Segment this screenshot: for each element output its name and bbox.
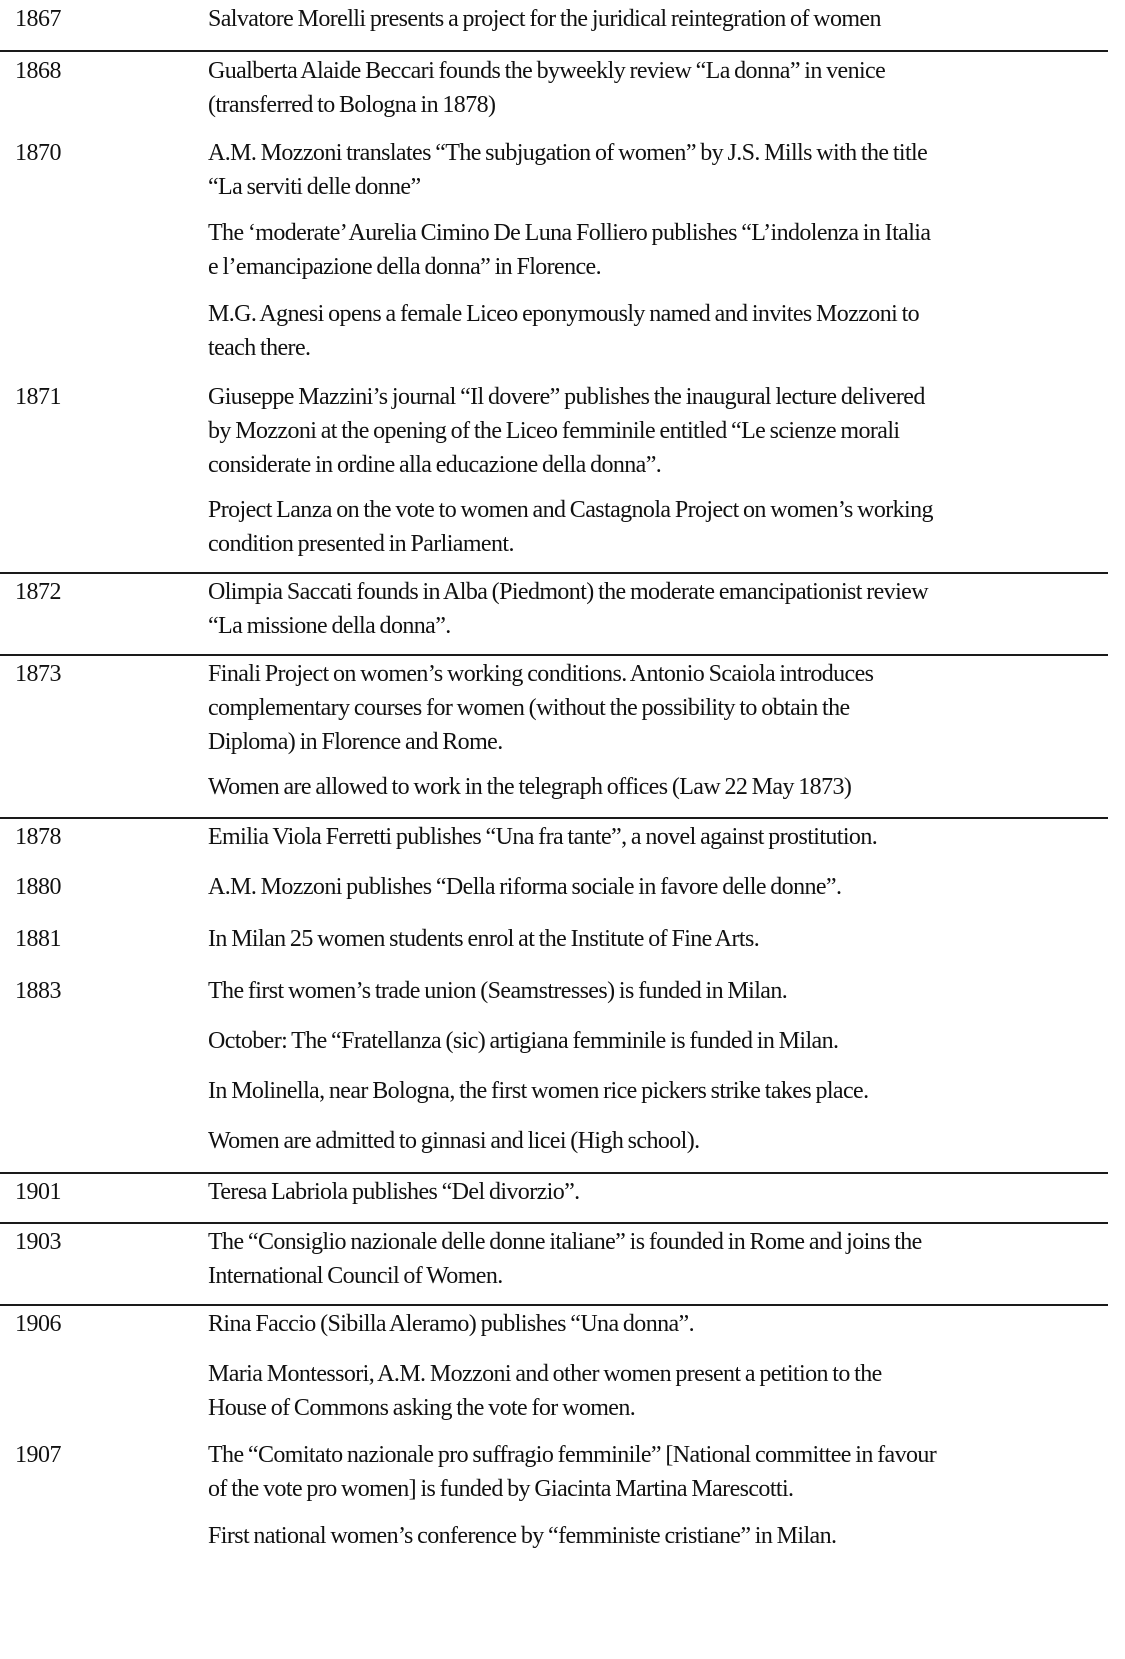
- event-description: In Molinella, near Bologna, the first women rice pickers strike takes place.: [208, 1078, 869, 1104]
- event-description: Finali Project on women’s working conditions. Antonio Scaiola introduces complementary courses for women (without the possibility to obtain the Diploma) in Florence and Rome.: [208, 661, 874, 755]
- event-description: Women are admitted to ginnasi and licei (High school).: [208, 1128, 700, 1154]
- event-description: October: The “Fratellanza (sic) artigiana femminile is funded in Milan.: [208, 1028, 839, 1054]
- year-label: 1872: [15, 579, 61, 605]
- row-divider: [0, 817, 1108, 819]
- event-description: A.M. Mozzoni publishes “Della riforma sociale in favore delle donne”.: [208, 874, 842, 900]
- event-description: First national women’s conference by “femministe cristiane” in Milan.: [208, 1523, 837, 1549]
- year-label: 1907: [15, 1442, 61, 1468]
- row-divider: [0, 654, 1108, 656]
- event-description: Salvatore Morelli presents a project for the juridical reintegration of women: [208, 6, 881, 32]
- row-divider: [0, 50, 1108, 52]
- event-description: Emilia Viola Ferretti publishes “Una fra tante”, a novel against prostitution.: [208, 824, 878, 850]
- row-divider: [0, 1222, 1108, 1224]
- event-description: Gualberta Alaide Beccari founds the byweekly review “La donna” in venice (transferred to Bologna in 1878): [208, 58, 886, 118]
- row-divider: [0, 1304, 1108, 1306]
- event-description: Project Lanza on the vote to women and Castagnola Project on women’s working condition presented in Parliament.: [208, 497, 933, 557]
- event-description: A.M. Mozzoni translates “The subjugation of women” by J.S. Mills with the title “La serviti delle donne”: [208, 140, 928, 200]
- year-label: 1906: [15, 1311, 61, 1337]
- event-description: The first women’s trade union (Seamstresses) is funded in Milan.: [208, 978, 788, 1004]
- year-label: 1867: [15, 6, 61, 32]
- year-label: 1881: [15, 926, 61, 952]
- event-description: M.G. Agnesi opens a female Liceo eponymously named and invites Mozzoni to teach there.: [208, 301, 920, 361]
- event-description: The “Comitato nazionale pro suffragio femminile” [National committee in favour of the vote pro women] is funded by Giacinta Martina Marescotti.: [208, 1442, 937, 1502]
- year-label: 1873: [15, 661, 61, 687]
- year-label: 1870: [15, 140, 61, 166]
- event-description: Women are allowed to work in the telegraph offices (Law 22 May 1873): [208, 774, 852, 800]
- year-label: 1871: [15, 384, 61, 410]
- row-divider: [0, 572, 1108, 574]
- row-divider: [0, 1172, 1108, 1174]
- year-label: 1903: [15, 1229, 61, 1255]
- event-description: The ‘moderate’ Aurelia Cimino De Luna Folliero publishes “L’indolenza in Italia e l’emancipazione della donna” in Florence.: [208, 220, 931, 280]
- event-description: Olimpia Saccati founds in Alba (Piedmont) the moderate emancipationist review “La missione della donna”.: [208, 579, 928, 639]
- event-description: Maria Montessori, A.M. Mozzoni and other women present a petition to the House of Commons asking the vote for women.: [208, 1361, 882, 1421]
- event-description: Giuseppe Mazzini’s journal “Il dovere” publishes the inaugural lecture delivered by Mozzoni at the opening of the Liceo femminile entitled “Le scienze morali considerate in ordine alla educazione della donna”.: [208, 384, 925, 478]
- year-label: 1880: [15, 874, 61, 900]
- event-description: Teresa Labriola publishes “Del divorzio”.: [208, 1179, 580, 1205]
- year-label: 1901: [15, 1179, 61, 1205]
- year-label: 1868: [15, 58, 61, 84]
- event-description: Rina Faccio (Sibilla Aleramo) publishes “Una donna”.: [208, 1311, 695, 1337]
- year-label: 1883: [15, 978, 61, 1004]
- year-label: 1878: [15, 824, 61, 850]
- event-description: The “Consiglio nazionale delle donne italiane” is founded in Rome and joins the International Council of Women.: [208, 1229, 922, 1289]
- event-description: In Milan 25 women students enrol at the Institute of Fine Arts.: [208, 926, 760, 952]
